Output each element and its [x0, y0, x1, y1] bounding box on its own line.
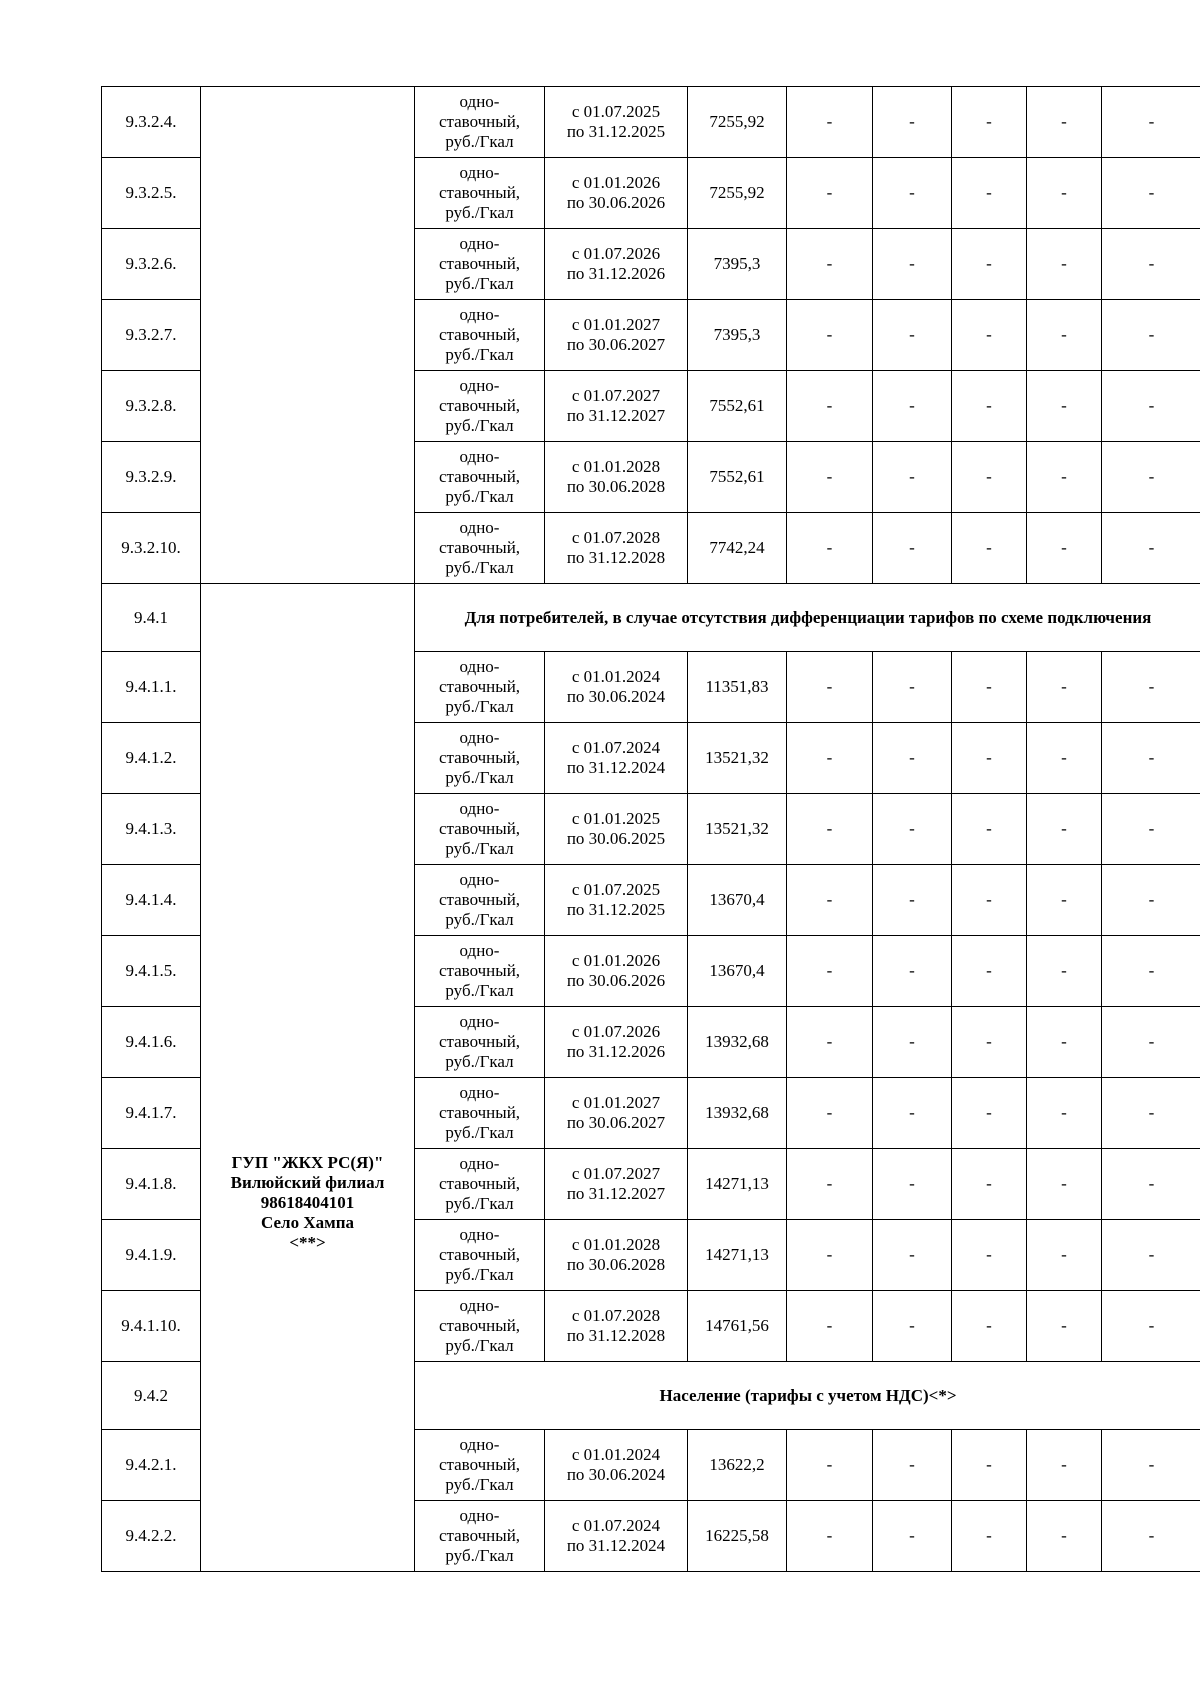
empty-value: - [1027, 1078, 1102, 1149]
period [545, 865, 688, 936]
empty-value: - [873, 723, 952, 794]
period-line: с 01.07.2025 [571, 880, 661, 899]
period-line: с 01.01.2024 [571, 667, 661, 686]
tariff-type [415, 723, 545, 794]
period-line: по 31.12.2028 [566, 1326, 666, 1345]
empty-value: - [1027, 865, 1102, 936]
tariff-type-line: руб./Гкал [445, 697, 514, 716]
empty-value: - [952, 1149, 1027, 1220]
period-line: по 30.06.2026 [566, 193, 666, 212]
tariff-type-line: ставочный, [438, 183, 521, 202]
table-row [102, 87, 1200, 158]
tariff-type-line: одно- [459, 728, 500, 747]
period-line: по 31.12.2027 [566, 406, 666, 425]
period-line: с 01.01.2028 [571, 1235, 661, 1254]
organization-line: <**> [289, 1232, 326, 1252]
tariff-type-line: одно- [459, 657, 500, 676]
tariff-type-line: ставочный, [438, 112, 521, 131]
empty-value: - [1027, 723, 1102, 794]
empty-value: - [787, 300, 873, 371]
tariff-value: 13670,4 [688, 936, 787, 1007]
empty-value: - [1027, 1149, 1102, 1220]
period-line: по 31.12.2026 [566, 1042, 666, 1061]
row-number: 9.4.1.3. [102, 794, 201, 865]
empty-value: - [1027, 513, 1102, 584]
tariff-type-line: руб./Гкал [445, 132, 514, 151]
empty-value: - [873, 158, 952, 229]
empty-value: - [1027, 1007, 1102, 1078]
empty-value: - [1027, 1291, 1102, 1362]
empty-value: - [952, 652, 1027, 723]
tariff-type [415, 794, 545, 865]
period [545, 1291, 688, 1362]
period-line: с 01.07.2026 [571, 1022, 661, 1041]
tariff-type [415, 371, 545, 442]
period-line: по 30.06.2025 [566, 829, 666, 848]
tariff-type [415, 300, 545, 371]
organization-cell-empty [201, 87, 415, 584]
period-line: с 01.07.2024 [571, 738, 661, 757]
tariff-type-line: руб./Гкал [445, 1336, 514, 1355]
period-line: по 30.06.2026 [566, 971, 666, 990]
empty-value: - [873, 794, 952, 865]
empty-value: - [873, 936, 952, 1007]
tariff-type-line: одно- [459, 1435, 500, 1454]
tariff-type-line: одно- [459, 305, 500, 324]
tariff-type-line: руб./Гкал [445, 203, 514, 222]
tariff-type-line: ставочный, [438, 1526, 521, 1545]
empty-value: - [952, 1291, 1027, 1362]
empty-value: - [1102, 1220, 1200, 1291]
period-line: с 01.01.2028 [571, 457, 661, 476]
period-line: по 31.12.2028 [566, 548, 666, 567]
tariff-type-line: одно- [459, 518, 500, 537]
tariff-type-line: руб./Гкал [445, 981, 514, 1000]
tariff-type [415, 442, 545, 513]
row-number: 9.3.2.10. [102, 513, 201, 584]
row-number: 9.4.1.4. [102, 865, 201, 936]
empty-value: - [952, 442, 1027, 513]
tariff-type-line: ставочный, [438, 1316, 521, 1335]
row-number: 9.3.2.7. [102, 300, 201, 371]
row-number: 9.3.2.9. [102, 442, 201, 513]
tariff-type [415, 1430, 545, 1501]
empty-value: - [1102, 1149, 1200, 1220]
row-number: 9.4.2.2. [102, 1501, 201, 1572]
period [545, 87, 688, 158]
period [545, 300, 688, 371]
tariff-type-line: ставочный, [438, 538, 521, 557]
tariff-value: 7552,61 [688, 371, 787, 442]
tariff-type-line: руб./Гкал [445, 1194, 514, 1213]
empty-value: - [787, 87, 873, 158]
tariff-type [415, 1007, 545, 1078]
period-line: по 31.12.2025 [566, 122, 666, 141]
empty-value: - [1027, 652, 1102, 723]
tariff-type-line: руб./Гкал [445, 345, 514, 364]
empty-value: - [873, 442, 952, 513]
empty-value: - [1027, 1501, 1102, 1572]
tariff-type-line: руб./Гкал [445, 910, 514, 929]
empty-value: - [873, 1149, 952, 1220]
empty-value: - [787, 1430, 873, 1501]
tariff-type-line: ставочный, [438, 961, 521, 980]
period-line: по 30.06.2027 [566, 335, 666, 354]
tariff-type-line: одно- [459, 1225, 500, 1244]
tariff-type-line: одно- [459, 92, 500, 111]
period-line: по 30.06.2024 [566, 687, 666, 706]
empty-value: - [952, 513, 1027, 584]
empty-value: - [873, 1007, 952, 1078]
row-number: 9.4.1.5. [102, 936, 201, 1007]
tariff-type-line: одно- [459, 1154, 500, 1173]
tariff-type-line: одно- [459, 234, 500, 253]
period-line: по 30.06.2024 [566, 1465, 666, 1484]
tariff-value: 13521,32 [688, 723, 787, 794]
tariff-value: 7255,92 [688, 87, 787, 158]
period-line: с 01.07.2026 [571, 244, 661, 263]
row-number: 9.4.1.8. [102, 1149, 201, 1220]
tariff-type [415, 229, 545, 300]
tariff-type-line: одно- [459, 1083, 500, 1102]
empty-value: - [787, 652, 873, 723]
empty-value: - [1102, 652, 1200, 723]
tariff-type-line: ставочный, [438, 254, 521, 273]
tariff-type [415, 1501, 545, 1572]
empty-value: - [1102, 865, 1200, 936]
empty-value: - [873, 652, 952, 723]
tariff-value: 7552,61 [688, 442, 787, 513]
empty-value: - [1102, 1430, 1200, 1501]
empty-value: - [1102, 229, 1200, 300]
tariff-type-line: руб./Гкал [445, 1475, 514, 1494]
period [545, 1078, 688, 1149]
tariff-type-line: руб./Гкал [445, 839, 514, 858]
tariff-type [415, 865, 545, 936]
empty-value: - [952, 794, 1027, 865]
tariff-type-line: руб./Гкал [445, 768, 514, 787]
empty-value: - [1102, 1007, 1200, 1078]
empty-value: - [873, 1078, 952, 1149]
empty-value: - [952, 723, 1027, 794]
organization-line: 98618404101 [260, 1192, 355, 1212]
row-number: 9.4.2.1. [102, 1430, 201, 1501]
row-number: 9.4.1.6. [102, 1007, 201, 1078]
row-number: 9.4.1 [102, 584, 201, 652]
tariff-type-line: одно- [459, 1296, 500, 1315]
empty-value: - [1027, 1220, 1102, 1291]
period-line: по 30.06.2028 [566, 477, 666, 496]
empty-value: - [1027, 300, 1102, 371]
period-line: с 01.07.2028 [571, 1306, 661, 1325]
tariff-type-line: одно- [459, 376, 500, 395]
period [545, 371, 688, 442]
empty-value: - [1027, 158, 1102, 229]
tariff-value: 13932,68 [688, 1007, 787, 1078]
empty-value: - [873, 371, 952, 442]
tariff-type-line: руб./Гкал [445, 416, 514, 435]
row-number: 9.4.2 [102, 1362, 201, 1430]
empty-value: - [873, 300, 952, 371]
row-number: 9.3.2.4. [102, 87, 201, 158]
empty-value: - [787, 723, 873, 794]
empty-value: - [1102, 371, 1200, 442]
row-number: 9.3.2.6. [102, 229, 201, 300]
empty-value: - [787, 158, 873, 229]
empty-value: - [952, 1501, 1027, 1572]
empty-value: - [873, 1291, 952, 1362]
tariff-type-line: руб./Гкал [445, 1265, 514, 1284]
tariff-type [415, 1078, 545, 1149]
tariff-type-line: одно- [459, 1506, 500, 1525]
empty-value: - [787, 1220, 873, 1291]
empty-value: - [787, 794, 873, 865]
tariff-type-line: ставочный, [438, 748, 521, 767]
tariff-value: 7395,3 [688, 300, 787, 371]
empty-value: - [1027, 371, 1102, 442]
organization-line: Село Хампа [261, 1212, 354, 1232]
period [545, 794, 688, 865]
tariff-type-line: руб./Гкал [445, 1052, 514, 1071]
tariff-value: 7395,3 [688, 229, 787, 300]
tariff-type-line: ставочный, [438, 467, 521, 486]
tariff-value: 13622,2 [688, 1430, 787, 1501]
tariff-type [415, 1291, 545, 1362]
tariff-type-line: ставочный, [438, 1455, 521, 1474]
tariff-value: 7742,24 [688, 513, 787, 584]
empty-value: - [1027, 1430, 1102, 1501]
period [545, 1430, 688, 1501]
empty-value: - [1102, 442, 1200, 513]
empty-value: - [787, 442, 873, 513]
tariff-value: 13932,68 [688, 1078, 787, 1149]
empty-value: - [787, 1078, 873, 1149]
row-number: 9.4.1.7. [102, 1078, 201, 1149]
period [545, 229, 688, 300]
tariff-type-line: ставочный, [438, 1245, 521, 1264]
empty-value: - [873, 229, 952, 300]
empty-value: - [873, 87, 952, 158]
empty-value: - [1102, 936, 1200, 1007]
empty-value: - [787, 936, 873, 1007]
row-number: 9.4.1.9. [102, 1220, 201, 1291]
tariff-type-line: руб./Гкал [445, 487, 514, 506]
tariff-type-line: ставочный, [438, 890, 521, 909]
tariff-type [415, 513, 545, 584]
tariff-value: 7255,92 [688, 158, 787, 229]
empty-value: - [1027, 229, 1102, 300]
empty-value: - [873, 1220, 952, 1291]
row-number: 9.4.1.10. [102, 1291, 201, 1362]
period-line: по 31.12.2025 [566, 900, 666, 919]
period [545, 442, 688, 513]
tariff-type [415, 652, 545, 723]
tariff-value: 16225,58 [688, 1501, 787, 1572]
period [545, 936, 688, 1007]
period-line: с 01.07.2028 [571, 528, 661, 547]
empty-value: - [1102, 87, 1200, 158]
period-line: с 01.01.2026 [571, 951, 661, 970]
empty-value: - [952, 1078, 1027, 1149]
period-line: с 01.07.2027 [571, 386, 661, 405]
empty-value: - [787, 513, 873, 584]
tariff-type-line: руб./Гкал [445, 558, 514, 577]
period-line: по 31.12.2024 [566, 758, 666, 777]
tariff-value: 11351,83 [688, 652, 787, 723]
row-number: 9.3.2.5. [102, 158, 201, 229]
organization-line: Вилюйский филиал [230, 1172, 385, 1192]
period-line: с 01.01.2026 [571, 173, 661, 192]
empty-value: - [787, 1501, 873, 1572]
tariff-type-line: одно- [459, 870, 500, 889]
tariff-value: 13521,32 [688, 794, 787, 865]
tariff-type-line: руб./Гкал [445, 1123, 514, 1142]
period-line: с 01.01.2024 [571, 1445, 661, 1464]
period [545, 1220, 688, 1291]
tariff-value: 14271,13 [688, 1220, 787, 1291]
tariff-type-line: одно- [459, 799, 500, 818]
row-number: 9.4.1.2. [102, 723, 201, 794]
section-row [102, 584, 1200, 652]
empty-value: - [1102, 1501, 1200, 1572]
tariff-type-line: руб./Гкал [445, 1546, 514, 1565]
empty-value: - [952, 300, 1027, 371]
period [545, 723, 688, 794]
empty-value: - [952, 1007, 1027, 1078]
empty-value: - [1027, 794, 1102, 865]
empty-value: - [952, 1220, 1027, 1291]
empty-value: - [952, 865, 1027, 936]
tariff-type-line: ставочный, [438, 1103, 521, 1122]
tariff-type [415, 158, 545, 229]
section-title: Для потребителей, в случае отсутствия дифференциации тарифов по схеме подключения [415, 584, 1200, 652]
organization-line: ГУП "ЖКХ РС(Я)" [231, 1152, 384, 1172]
empty-value: - [1027, 936, 1102, 1007]
period [545, 1501, 688, 1572]
period-line: по 31.12.2027 [566, 1184, 666, 1203]
tariff-table-body [102, 87, 1200, 1572]
period [545, 158, 688, 229]
tariff-type [415, 1220, 545, 1291]
empty-value: - [787, 1291, 873, 1362]
empty-value: - [873, 1501, 952, 1572]
empty-value: - [1102, 158, 1200, 229]
empty-value: - [787, 1149, 873, 1220]
period-line: с 01.01.2025 [571, 809, 661, 828]
empty-value: - [952, 371, 1027, 442]
period [545, 1149, 688, 1220]
period-line: по 31.12.2026 [566, 264, 666, 283]
tariff-table [101, 86, 1200, 1572]
empty-value: - [787, 371, 873, 442]
empty-value: - [952, 936, 1027, 1007]
tariff-type [415, 1149, 545, 1220]
organization-cell [201, 584, 415, 1572]
tariff-type-line: ставочный, [438, 1032, 521, 1051]
period [545, 652, 688, 723]
empty-value: - [787, 865, 873, 936]
row-number: 9.4.1.1. [102, 652, 201, 723]
empty-value: - [952, 1430, 1027, 1501]
tariff-value: 14761,56 [688, 1291, 787, 1362]
period-line: с 01.01.2027 [571, 1093, 661, 1112]
tariff-type-line: ставочный, [438, 325, 521, 344]
tariff-type [415, 936, 545, 1007]
tariff-type-line: ставочный, [438, 819, 521, 838]
empty-value: - [1102, 794, 1200, 865]
tariff-type-line: ставочный, [438, 677, 521, 696]
empty-value: - [873, 513, 952, 584]
empty-value: - [1102, 723, 1200, 794]
tariff-type-line: руб./Гкал [445, 274, 514, 293]
tariff-type [415, 87, 545, 158]
empty-value: - [952, 87, 1027, 158]
empty-value: - [787, 1007, 873, 1078]
tariff-value: 14271,13 [688, 1149, 787, 1220]
empty-value: - [952, 229, 1027, 300]
tariff-type-line: одно- [459, 941, 500, 960]
empty-value: - [873, 865, 952, 936]
tariff-type-line: одно- [459, 163, 500, 182]
empty-value: - [1027, 442, 1102, 513]
period-line: по 30.06.2028 [566, 1255, 666, 1274]
tariff-type-line: одно- [459, 1012, 500, 1031]
empty-value: - [1027, 87, 1102, 158]
empty-value: - [1102, 300, 1200, 371]
tariff-type-line: одно- [459, 447, 500, 466]
period-line: с 01.07.2024 [571, 1516, 661, 1535]
tariff-value: 13670,4 [688, 865, 787, 936]
period [545, 1007, 688, 1078]
period-line: с 01.01.2027 [571, 315, 661, 334]
tariff-type-line: ставочный, [438, 396, 521, 415]
tariff-type-line: ставочный, [438, 1174, 521, 1193]
period [545, 513, 688, 584]
empty-value: - [1102, 513, 1200, 584]
empty-value: - [873, 1430, 952, 1501]
section-title: Население (тарифы с учетом НДС)<*> [415, 1362, 1200, 1430]
period-line: с 01.07.2027 [571, 1164, 661, 1183]
period-line: по 31.12.2024 [566, 1536, 666, 1555]
row-number: 9.3.2.8. [102, 371, 201, 442]
empty-value: - [952, 158, 1027, 229]
empty-value: - [1102, 1291, 1200, 1362]
empty-value: - [1102, 1078, 1200, 1149]
empty-value: - [787, 229, 873, 300]
period-line: с 01.07.2025 [571, 102, 661, 121]
period-line: по 30.06.2027 [566, 1113, 666, 1132]
